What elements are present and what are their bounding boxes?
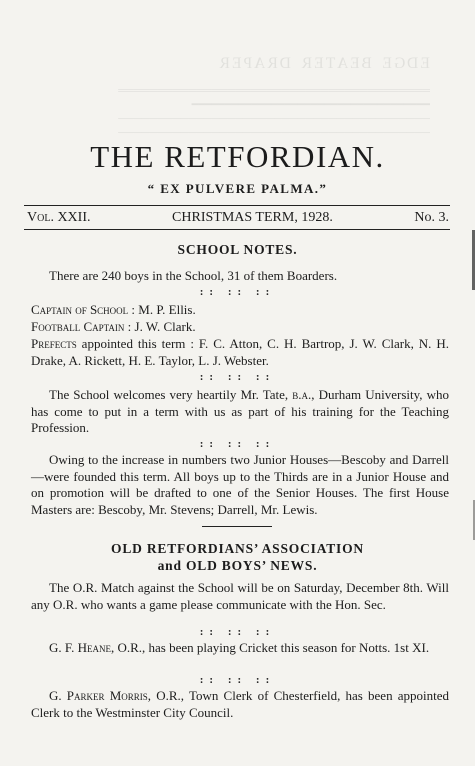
old-boys-heading-line2: and OLD BOYS’ NEWS.: [157, 558, 318, 573]
section-separator: :: :: ::: [199, 371, 276, 383]
football-captain-line: [31, 319, 449, 336]
heane-text: , O.R., has been playing Cricket this season for Notts. 1st XI.: [110, 640, 430, 655]
football-captain-name: J. W. Clark.: [131, 319, 196, 334]
section-separator: :: :: ::: [199, 438, 276, 450]
prefects-paragraph: [31, 336, 449, 369]
issue-number: No. 3.: [414, 210, 449, 225]
morris-name: G. Parker Morris: [49, 688, 148, 703]
morris-text: , O.R., Town Clerk of Chesterfield, has been appointed Clerk to the Westminster City Council.: [31, 688, 450, 720]
magazine-title: THE RETFORDIAN.: [90, 139, 385, 174]
section-divider: [202, 526, 272, 527]
welcome-text: The School welcomes very heartily Mr. Tate,: [49, 387, 293, 402]
volume-number: Vol. XXII.: [27, 210, 91, 225]
junior-houses-paragraph: Owing to the increase in numbers two Junior Houses—Bescoby and Darrell—were founded this term. All boys up to the Thirds are in a Junior House and on promotion will be drafted to one of the Senior Houses. The first House Masters are: Bescoby, Mr. Stevens; Darrell, Mr. Lewis.: [31, 452, 449, 517]
header-rule-top: [24, 205, 450, 206]
header-rule-bottom: [24, 229, 450, 230]
welcome-text-cont: , Durham University, who has come to put in a term with us as part of his training for the Teaching Profession.: [31, 387, 449, 435]
degree-abbrev: b.a.: [292, 387, 312, 402]
football-captain-label: Football Captain :: [31, 319, 132, 334]
or-match-paragraph: The O.R. Match against the School will be on Saturday, December 8th. Will any O.R. who wants a game please communicate with the Hon. Sec.: [31, 580, 449, 612]
section-separator: :: :: ::: [199, 286, 276, 298]
heane-name: G. F. Heane: [49, 640, 111, 655]
captain-label: Captain of School :: [31, 302, 136, 317]
prefects-label: Prefects: [31, 336, 77, 351]
prefects-list: appointed this term : F. C. Atton, C. H. Bartrop, J. W. Clark, N. H. Drake, A. Rickett, H. E. Taylor, L. J. Webster.: [31, 336, 449, 368]
boys-count-paragraph: There are 240 boys in the School, 31 of them Boarders.: [49, 268, 338, 283]
morris-paragraph: [31, 688, 449, 721]
school-notes-heading: SCHOOL NOTES.: [177, 242, 298, 257]
issue-line: [27, 210, 449, 226]
section-separator: :: :: ::: [199, 626, 276, 638]
captain-line: [31, 302, 449, 319]
welcome-paragraph: [31, 387, 449, 437]
term-date: CHRISTMAS TERM, 1928.: [172, 210, 333, 225]
captain-name: M. P. Ellis.: [135, 302, 196, 317]
old-boys-heading-line1: OLD RETFORDIANS’ ASSOCIATION: [111, 541, 364, 556]
bleed-through-text: ᴱᴰᴳᴱ ᴮᴱᴬᵀᴱᴿ ᴰᴿᴬᴾᴱᴿ ════════════════════════════════════════ ━━━━━━━━━━━━━━━━━━━━━━━━━━━━━━━━━━━━ ──────────────────────────────────────── ────────────────────────────────────────: [118, 52, 430, 139]
magazine-motto: “ EX PULVERE PALMA.”: [147, 181, 328, 196]
section-separator: :: :: ::: [199, 674, 276, 686]
heane-paragraph: [31, 640, 449, 657]
